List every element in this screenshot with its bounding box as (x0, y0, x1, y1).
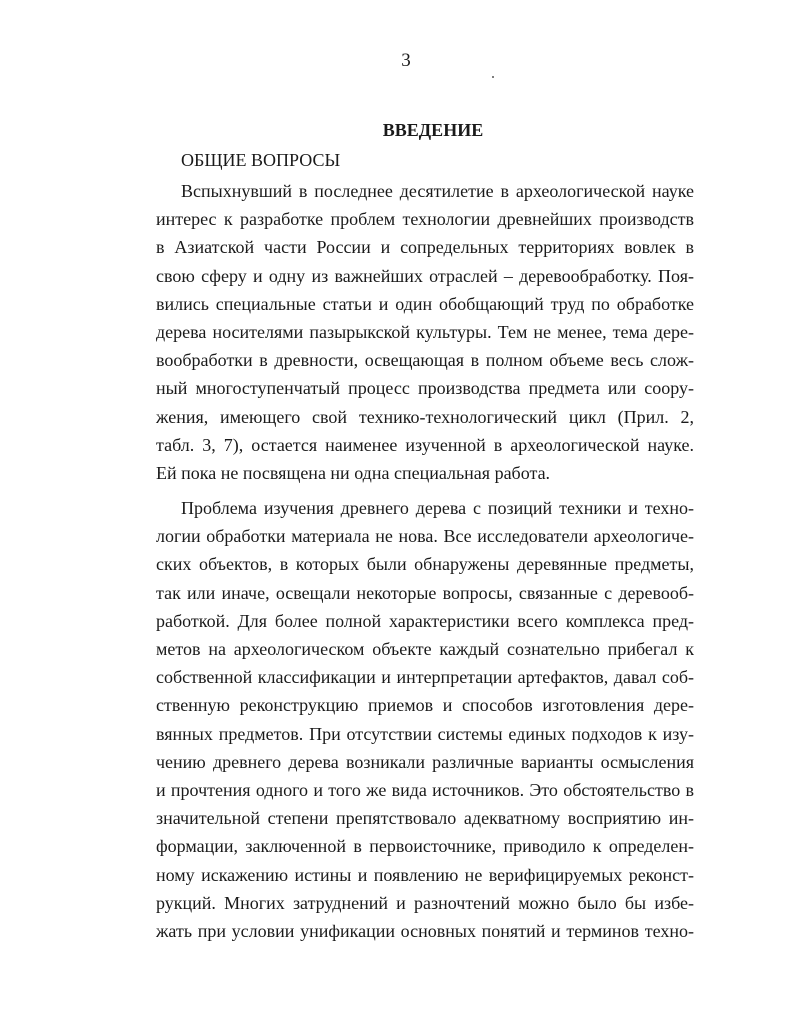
text-line: табл. 3, 7), остается наименее изученной в археологической науке. (156, 434, 694, 455)
text-line: в Азиатской части России и сопредельных территориях вовлек в (156, 237, 694, 258)
text-line: так или иначе, освещали некоторые вопросы, связанные с деревооб- (156, 582, 694, 603)
section-subheading: ОБЩИЕ ВОПРОСЫ (181, 150, 341, 170)
text-line: формации, заключенной в первоисточнике, приводило к определен- (156, 836, 694, 857)
text-line: ному искажению истины и появлению не верифицируемых реконст- (156, 864, 694, 885)
scan-speck (492, 76, 494, 78)
text-line: работкой. Для более полной характеристики всего комплекса пред- (156, 610, 694, 631)
paragraph-gap (156, 487, 694, 494)
text-line: метов на археологическом объекте каждый сознательно прибегал к (156, 639, 694, 659)
text-line: свою сферу и одну из важнейших отраслей – деревообработку. Поя- (156, 265, 694, 286)
text-line: жать при условии унификации основных понятий и терминов техно- (156, 920, 694, 941)
text-line: и прочтения одного и того же вида источников. Это обстоятельство в (156, 779, 694, 800)
text-line: Проблема изучения древнего дерева с позиций техники и техно- (181, 498, 694, 519)
body-text (156, 177, 694, 945)
text-line: рукций. Многих затруднений и разночтений можно было бы избе- (156, 892, 694, 913)
text-line: интерес к разработке проблем технологии древнейших производств (156, 209, 694, 230)
text-line: чению древнего дерева возникали различные варианты осмысления (156, 751, 694, 772)
text-line: Ей пока не посвящена ни одна специальная работа. (156, 462, 551, 483)
text-line: ственную реконструкцию приемов и способов изготовления дере- (156, 695, 694, 716)
text-line: логии обработки материала не нова. Все исследователи археологиче- (156, 526, 694, 547)
text-line: вянных предметов. При отсутствии системы единых подходов к изу- (156, 723, 694, 744)
text-line: вообработки в древности, освещающая в полном объеме весь слож- (156, 350, 694, 371)
text-line: значительной степени препятствовало адекватному восприятию ин- (156, 808, 694, 829)
section-heading: ВВЕДЕНИЕ (382, 120, 484, 140)
text-line: собственной классификации и интерпретации артефактов, давал соб- (156, 667, 694, 688)
text-line: Вспыхнувший в последнее десятилетие в археологической науке (181, 181, 694, 201)
text-line: вились специальные статьи и один обобщающий труд по обработке (156, 293, 694, 314)
text-line: дерева носителями пазырыкской культуры. Тем не менее, тема дере- (156, 321, 694, 342)
paragraph (156, 177, 694, 487)
paragraph (156, 494, 694, 945)
text-line: ских объектов, в которых были обнаружены деревянные предметы, (156, 554, 694, 575)
page-number: 3 (401, 50, 411, 71)
text-line: ный многоступенчатый процесс производства предмета или соору- (156, 378, 694, 399)
text-line: жения, имеющего свой технико-технологический цикл (Прил. 2, (156, 406, 694, 427)
